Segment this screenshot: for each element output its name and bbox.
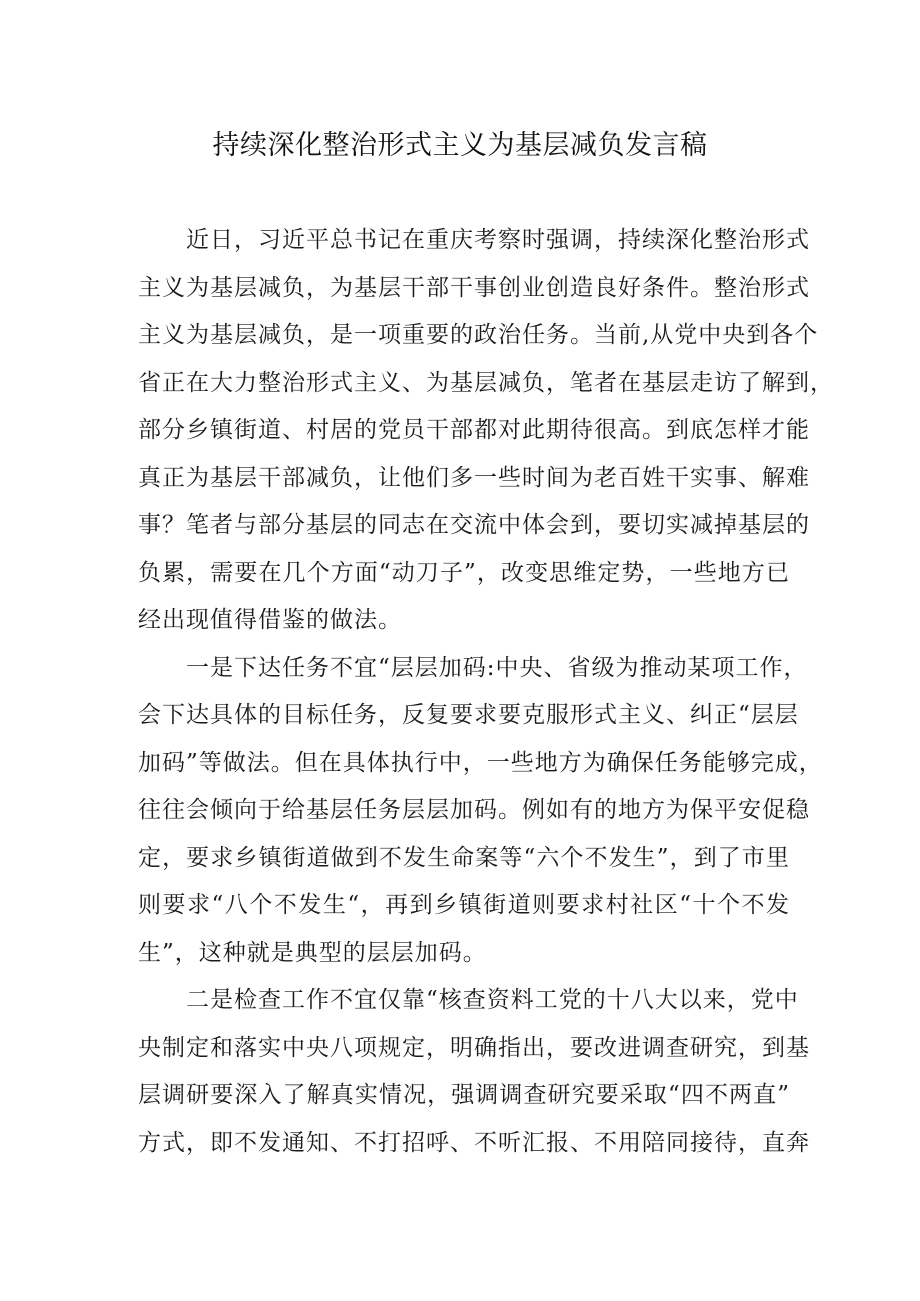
paragraph-line: 一是下达任务不宜“层层加码:中央、省级为推动某项工作， bbox=[186, 654, 808, 681]
paragraph-line: 负累，需要在几个方面“动刀子”，改变思维定势，一些地方已 bbox=[138, 559, 790, 586]
paragraph-line: 央制定和落实中央八项规定，明确指出，要改进调查研究，到基 bbox=[138, 1034, 810, 1061]
paragraph-line: 加码”等做法。但在具体执行中，一些地方为确保任务能够完成， bbox=[138, 749, 823, 776]
paragraph-line: 经出现值得借鉴的做法。 bbox=[138, 607, 402, 633]
paragraph-line: 主义为基层减负，是一项重要的政治任务。当前,从党中央到各个 bbox=[138, 322, 819, 348]
paragraph-line: 生”，这种就是典型的层层加码。 bbox=[138, 939, 487, 966]
paragraph-line: 省正在大力整治形式主义、为基层减负，笔者在基层走访了解到， bbox=[138, 369, 834, 396]
paragraph-line: 部分乡镇街道、村居的党员干部都对此期待很高。到底怎样才能 bbox=[138, 417, 810, 443]
document-body bbox=[138, 217, 834, 1167]
paragraph-line: 事？笔者与部分基层的同志在交流中体会到，要切实减掉基层的 bbox=[138, 512, 810, 538]
document-title: 持续深化整治形式主义为基层减负发言稿 bbox=[212, 130, 708, 161]
paragraph-line: 往往会倾向于给基层任务层层加码。例如有的地方为保平安促稳 bbox=[138, 797, 810, 823]
paragraph-line: 二是检查工作不宜仅靠“核查资料工党的十八大以来，党中 bbox=[186, 987, 799, 1013]
paragraph-line: 层调研要深入了解真实情况，强调调查研究要采取“四不两直” bbox=[138, 1082, 790, 1108]
paragraph-line: 近日，习近平总书记在重庆考察时强调，持续深化整治形式 bbox=[186, 227, 810, 253]
paragraph-line: 方式，即不发通知、不打招呼、不听汇报、不用陪同接待，直奔 bbox=[138, 1129, 810, 1156]
paragraph-line: 主义为基层减负，为基层干部干事创业创造良好条件。整治形式 bbox=[138, 274, 810, 301]
paragraph-line: 则要求“八个不发生“，再到乡镇街道则要求村社区“十个不发 bbox=[138, 892, 790, 918]
paragraph-line: 会下达具体的目标任务，反复要求要克服形式主义、纠正“层层 bbox=[138, 702, 799, 728]
paragraph-line: 真正为基层干部减负，让他们多一些时间为老百姓干实事、解难 bbox=[138, 464, 810, 491]
paragraph-line: 定，要求乡镇街道做到不发生命案等“六个不发生”，到了市里 bbox=[138, 844, 790, 871]
